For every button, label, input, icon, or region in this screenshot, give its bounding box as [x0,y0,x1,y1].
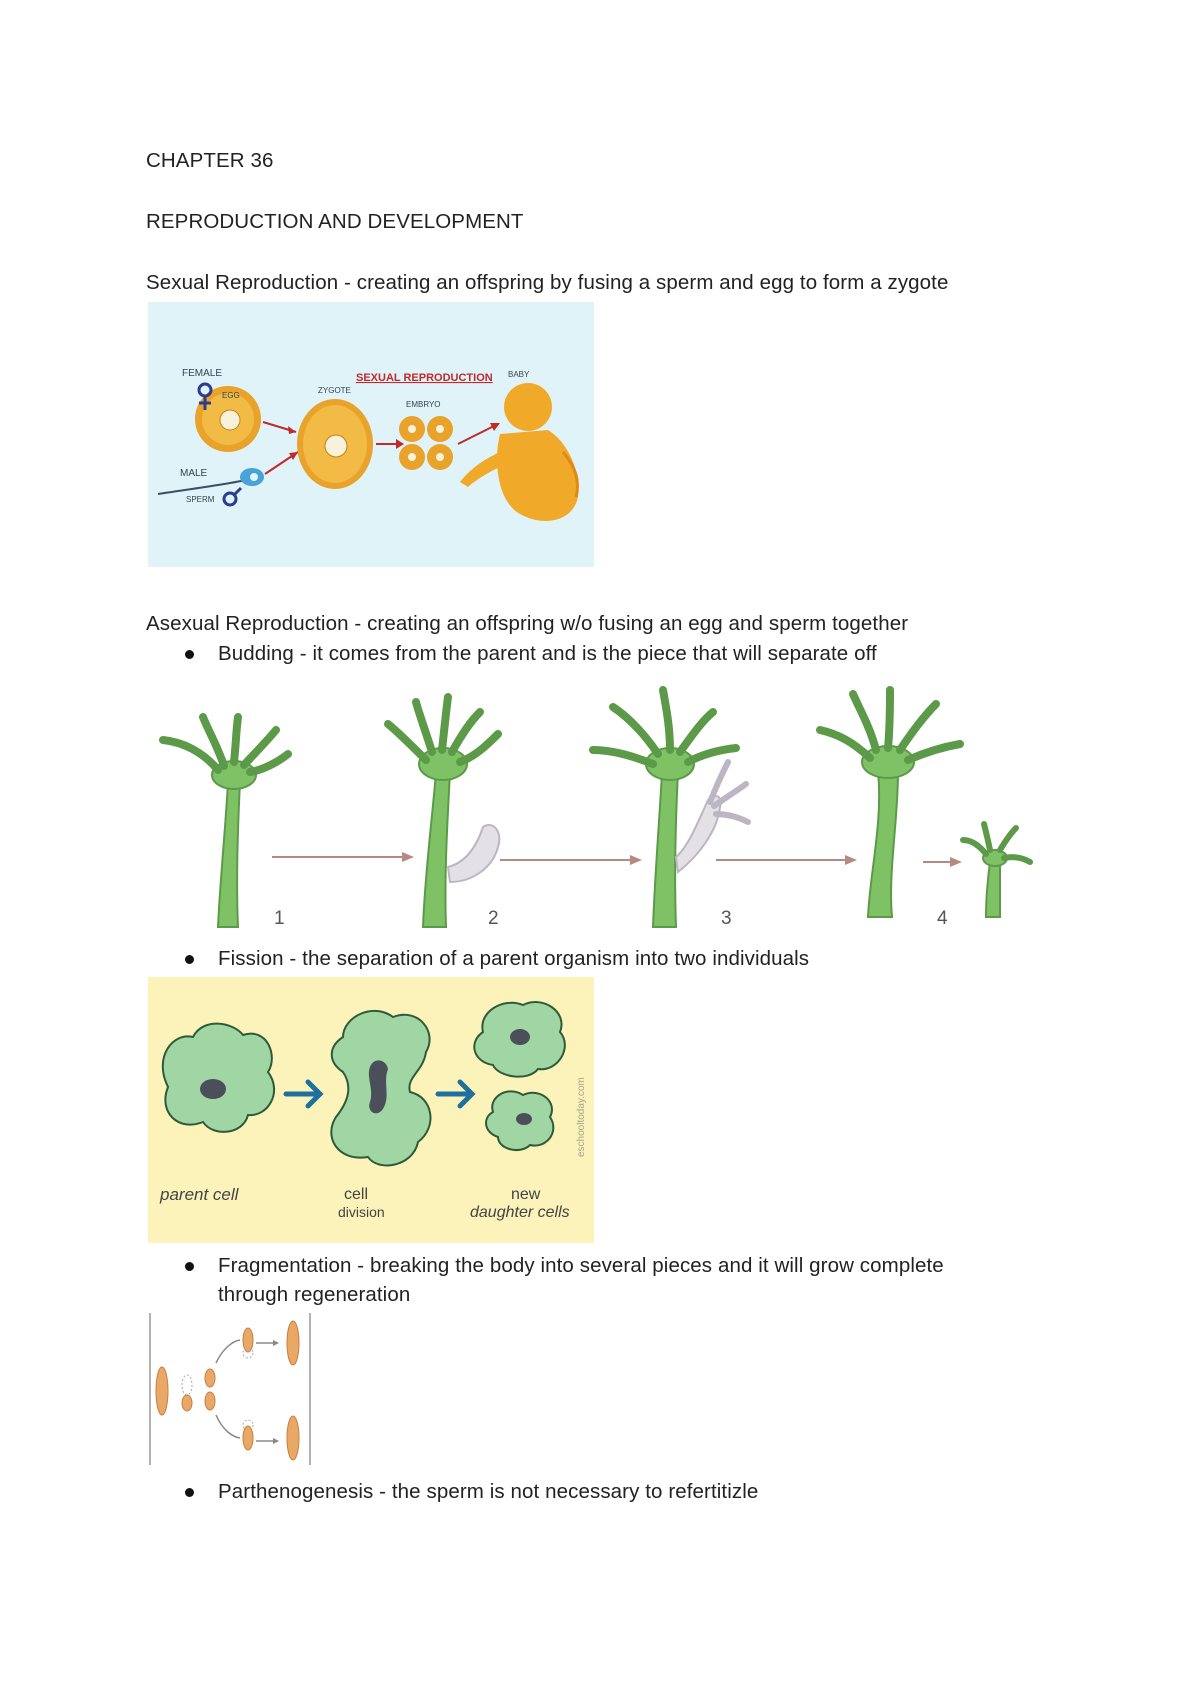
budding-definition: Budding - it comes from the parent and is the piece that will separate off [218,642,877,665]
budding-step-3: 3 [721,908,732,929]
planarian-regenerated-bottom [287,1416,299,1460]
parent-cell-label: parent cell [160,1185,239,1204]
cell-division-label-2: division [338,1204,385,1220]
watermark: eschooltoday.com [576,1077,587,1157]
embryo-label: EMBRYO [406,400,441,409]
budding-step-1: 1 [274,908,285,929]
bullet-icon [185,955,194,964]
asexual-reproduction-definition: Asexual Reproduction - creating an offspring w/o fusing an egg and sperm together [146,612,909,635]
cell-division-label-1: cell [344,1186,369,1203]
parent-nucleus [200,1079,226,1099]
bullet-icon [185,1262,194,1271]
budding-step-4: 4 [937,908,948,929]
daughter-cells-label-2: daughter cells [470,1204,570,1221]
budding-step-2: 2 [488,908,499,929]
bullet-icon [185,650,194,659]
planarian-fragment [182,1395,192,1411]
planarian-fragment-head [205,1369,215,1387]
male-label: MALE [180,468,208,479]
zygote-label: ZYGOTE [318,386,351,395]
sexual-reproduction-heading: SEXUAL REPRODUCTION [356,372,493,384]
planarian-regenerating-top [243,1328,253,1352]
chapter-title: REPRODUCTION AND DEVELOPMENT [146,210,524,233]
sexual-reproduction-figure [148,302,594,567]
fission-figure [148,977,594,1243]
fission-definition: Fission - the separation of a parent organism into two individuals [218,947,810,970]
fragmentation-definition: Fragmentation - breaking the body into several pieces and it will grow complete [218,1254,944,1277]
female-label: FEMALE [182,368,223,379]
planarian-fragment-tail [205,1392,215,1410]
daughter-cells-label-1: new [511,1186,541,1203]
planarian-regenerating-bottom [243,1426,253,1450]
chapter-number: CHAPTER 36 [146,149,274,172]
planarian-regenerated-top [287,1321,299,1365]
planarian-whole [156,1367,168,1415]
sexual-reproduction-definition: Sexual Reproduction - creating an offspring by fusing a sperm and egg to form a zygote [146,271,949,294]
egg-label: EGG [222,391,240,400]
baby-label: BABY [508,370,530,379]
budding-figure [148,672,1040,934]
fragmentation-definition-continued: through regeneration [218,1283,411,1306]
bullet-icon [185,1488,194,1497]
parthenogenesis-definition: Parthenogenesis - the sperm is not necessary to refertitizle [218,1480,759,1503]
sperm-label: SPERM [186,495,215,504]
fragmentation-figure [148,1313,313,1465]
